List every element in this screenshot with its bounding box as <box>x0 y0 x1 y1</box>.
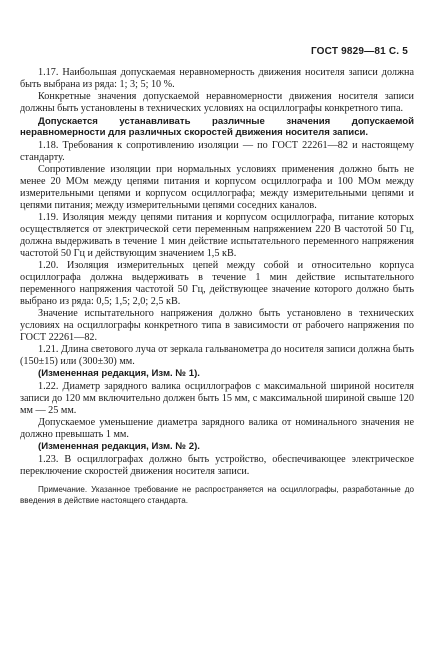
paragraph-1-19: 1.19. Изоляция между цепями питания и корпусом осциллографа, питание которых осуществляется от электрической сети переменным напряжением 220 В частотой 50 Гц, должна выдерживать в течение 1 мин действие испытательного переменного напряжения частотой 50 Гц и действующим значением 1,5 кВ. <box>20 212 414 259</box>
paragraph-1-18-resistance: Сопротивление изоляции при нормальных условиях применения должно быть не менее 20 МОм между цепями питания и корпусом осциллографа и 100 МОм между измерительными цепями и корпусом осциллографа; между измерительными цепями и цепями питания; между измерительными цепями соседних каналов. <box>20 164 414 211</box>
paragraph-1-18: 1.18. Требования к сопротивлению изоляции — по ГОСТ 22261—82 и настоящему стандарту. <box>20 139 414 163</box>
paragraph-1-17: 1.17. Наибольшая допускаемая неравномерность движения носителя записи должна быть выбрана из ряда: 1; 3; 5; 10 %. <box>20 67 414 90</box>
paragraph-1-22-tolerance: Допускаемое уменьшение диаметра зарядного валика от номинального значения не должно превышать 1 мм. <box>20 417 414 440</box>
footnote: Примечание. Указанное требование не распространяется на осциллографы, разработанные до введения в действие настоящего стандарта. <box>20 485 414 505</box>
document-body <box>20 67 414 507</box>
paragraph-1-20: 1.20. Изоляция измерительных цепей между собой и относительно корпуса осциллографа должна выдерживать в течение 1 мин действие испытательного переменного напряжения частотой 50 Гц, действующее значение которого должно быть выбрано из ряда: 0,5; 1,5; 2,0; 2,5 кВ. <box>20 260 414 307</box>
paragraph-1-21: 1.21. Длина светового луча от зеркала гальванометра до носителя записи должна быть (150±15) или (300±30) мм. <box>20 344 414 367</box>
amendment-note-1: (Измененная редакция, Изм. № 1). <box>38 368 200 380</box>
paragraph-1-22: 1.22. Диаметр зарядного валика осциллографов с максимальной шириной носителя записи до 120 мм включительно должен быть 15 мм, с максимальной шириной свыше 120 мм — 25 мм. <box>20 380 414 416</box>
paragraph-1-17-allowance: Допускается устанавливать различные значения допускаемой неравномерности для различных скоростей движения носителя записи. <box>20 115 414 139</box>
amendment-note-2: (Измененная редакция, Изм. № 2). <box>38 441 200 453</box>
paragraph-1-23: 1.23. В осциллографах должно быть устройство, обеспечивающее электрическое переключение скоростей движения носителя записи. <box>20 453 414 477</box>
document-page <box>20 0 414 659</box>
paragraph-1-20-test-voltage: Значение испытательного напряжения должно быть установлено в технических условиях на осциллографы конкретного типа в зависимости от рабочего напряжения по ГОСТ 22261—82. <box>20 308 414 343</box>
paragraph-1-17-values: Конкретные значения допускаемой неравномерности движения носителя записи должны быть установлены в технических условиях на осциллографы конкретного типа. <box>20 91 414 115</box>
page-header: ГОСТ 9829—81 С. 5 <box>310 46 408 57</box>
